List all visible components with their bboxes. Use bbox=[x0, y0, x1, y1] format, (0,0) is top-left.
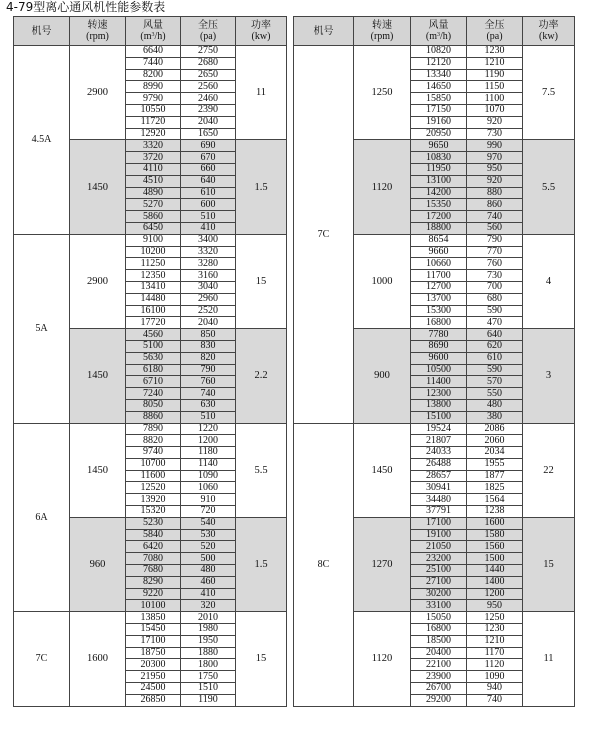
pressure-cell: 1955 bbox=[467, 458, 523, 470]
flow-cell: 19100 bbox=[411, 529, 467, 541]
pressure-cell: 1650 bbox=[181, 128, 236, 140]
power-cell: 15 bbox=[236, 612, 287, 706]
pressure-cell: 910 bbox=[181, 494, 236, 506]
pressure-cell: 1060 bbox=[181, 482, 236, 494]
pressure-cell: 3400 bbox=[181, 234, 236, 246]
pressure-cell: 1560 bbox=[467, 541, 523, 553]
pressure-cell: 530 bbox=[181, 529, 236, 541]
pressure-cell: 850 bbox=[181, 329, 236, 341]
pressure-cell: 3320 bbox=[181, 246, 236, 258]
pressure-cell: 2650 bbox=[181, 69, 236, 81]
pressure-cell: 990 bbox=[467, 140, 523, 152]
flow-cell: 17100 bbox=[126, 635, 181, 647]
pressure-cell: 1190 bbox=[181, 694, 236, 706]
header-flow: 风量 $(m^3/h)$ bbox=[411, 17, 467, 46]
table-row bbox=[294, 46, 575, 58]
pressure-cell: 590 bbox=[467, 364, 523, 376]
pressure-cell: 600 bbox=[181, 199, 236, 211]
pressure-cell: 820 bbox=[181, 352, 236, 364]
pressure-cell: 380 bbox=[467, 411, 523, 423]
header-power: 功率 (kw) bbox=[523, 17, 575, 46]
flow-cell: 9650 bbox=[411, 140, 467, 152]
flow-cell: 15320 bbox=[126, 506, 181, 518]
flow-cell: 9100 bbox=[126, 234, 181, 246]
table-row bbox=[14, 423, 287, 435]
flow-cell: 10700 bbox=[126, 458, 181, 470]
pressure-cell: 590 bbox=[467, 305, 523, 317]
flow-cell: 13100 bbox=[411, 175, 467, 187]
table-row bbox=[294, 423, 575, 435]
flow-cell: 10830 bbox=[411, 152, 467, 164]
model-cell: 7C bbox=[294, 46, 354, 424]
pressure-cell: 460 bbox=[181, 576, 236, 588]
pressure-cell: 3160 bbox=[181, 270, 236, 282]
pressure-cell: 640 bbox=[181, 175, 236, 187]
pressure-cell: 470 bbox=[467, 317, 523, 329]
pressure-cell: 3280 bbox=[181, 258, 236, 270]
speed-cell: 1450 bbox=[70, 140, 126, 234]
pressure-cell: 2086 bbox=[467, 423, 523, 435]
flow-cell: 8290 bbox=[126, 576, 181, 588]
pressure-cell: 1750 bbox=[181, 671, 236, 683]
flow-cell: 8860 bbox=[126, 411, 181, 423]
flow-cell: 11720 bbox=[126, 116, 181, 128]
flow-cell: 4510 bbox=[126, 175, 181, 187]
pressure-cell: 920 bbox=[467, 175, 523, 187]
flow-cell: 15050 bbox=[411, 612, 467, 624]
flow-cell: 9220 bbox=[126, 588, 181, 600]
flow-cell: 5270 bbox=[126, 199, 181, 211]
pressure-cell: 1200 bbox=[181, 435, 236, 447]
table-header-row bbox=[14, 17, 287, 46]
pressure-cell: 520 bbox=[181, 541, 236, 553]
flow-cell: 13850 bbox=[126, 612, 181, 624]
flow-cell: 24500 bbox=[126, 683, 181, 695]
flow-cell: 16800 bbox=[411, 317, 467, 329]
pressure-cell: 1200 bbox=[467, 588, 523, 600]
flow-cell: 26850 bbox=[126, 694, 181, 706]
flow-cell: 8990 bbox=[126, 81, 181, 93]
flow-cell: 11250 bbox=[126, 258, 181, 270]
flow-cell: 20300 bbox=[126, 659, 181, 671]
flow-cell: 6450 bbox=[126, 222, 181, 234]
flow-cell: 11700 bbox=[411, 270, 467, 282]
pressure-cell: 730 bbox=[467, 128, 523, 140]
flow-cell: 3320 bbox=[126, 140, 181, 152]
flow-cell: 28657 bbox=[411, 470, 467, 482]
flow-cell: 20950 bbox=[411, 128, 467, 140]
speed-cell: 2900 bbox=[70, 234, 126, 328]
pressure-cell: 1600 bbox=[467, 517, 523, 529]
pressure-cell: 2010 bbox=[181, 612, 236, 624]
pressure-cell: 2750 bbox=[181, 46, 236, 58]
pressure-cell: 940 bbox=[467, 683, 523, 695]
model-cell: 4.5A bbox=[14, 46, 70, 235]
table-row bbox=[14, 46, 287, 58]
pressure-cell: 2460 bbox=[181, 93, 236, 105]
pressure-cell: 950 bbox=[467, 600, 523, 612]
flow-cell: 16800 bbox=[411, 624, 467, 636]
performance-table-right bbox=[293, 16, 575, 707]
pressure-cell: 1980 bbox=[181, 624, 236, 636]
flow-cell: 7240 bbox=[126, 388, 181, 400]
flow-cell: 16100 bbox=[126, 305, 181, 317]
pressure-cell: 1500 bbox=[467, 553, 523, 565]
pressure-cell: 970 bbox=[467, 152, 523, 164]
pressure-cell: 1190 bbox=[467, 69, 523, 81]
pressure-cell: 1090 bbox=[467, 671, 523, 683]
header-flow: 风量 $(m^3/h)$ bbox=[126, 17, 181, 46]
flow-cell: 24033 bbox=[411, 447, 467, 459]
pressure-cell: 660 bbox=[181, 163, 236, 175]
speed-cell: 960 bbox=[70, 517, 126, 611]
flow-cell: 21950 bbox=[126, 671, 181, 683]
flow-cell: 13920 bbox=[126, 494, 181, 506]
flow-cell: 5630 bbox=[126, 352, 181, 364]
pressure-cell: 1564 bbox=[467, 494, 523, 506]
flow-cell: 23200 bbox=[411, 553, 467, 565]
header-pressure: 全压 (pa) bbox=[467, 17, 523, 46]
pressure-cell: 1580 bbox=[467, 529, 523, 541]
flow-cell: 10200 bbox=[126, 246, 181, 258]
table-body bbox=[294, 46, 575, 707]
flow-cell: 18800 bbox=[411, 222, 467, 234]
flow-cell: 19524 bbox=[411, 423, 467, 435]
flow-cell: 4110 bbox=[126, 163, 181, 175]
pressure-cell: 480 bbox=[181, 565, 236, 577]
pressure-cell: 2040 bbox=[181, 116, 236, 128]
pressure-cell: 1800 bbox=[181, 659, 236, 671]
model-cell: 6A bbox=[14, 423, 70, 612]
pressure-cell: 740 bbox=[467, 694, 523, 706]
flow-cell: 3720 bbox=[126, 152, 181, 164]
table-header-row bbox=[294, 17, 575, 46]
flow-cell: 15850 bbox=[411, 93, 467, 105]
flow-cell: 20400 bbox=[411, 647, 467, 659]
pressure-cell: 500 bbox=[181, 553, 236, 565]
speed-cell: 1250 bbox=[354, 46, 411, 140]
pressure-cell: 480 bbox=[467, 399, 523, 411]
pressure-cell: 740 bbox=[181, 388, 236, 400]
pressure-cell: 740 bbox=[467, 211, 523, 223]
pressure-cell: 620 bbox=[467, 340, 523, 352]
pressure-cell: 2390 bbox=[181, 104, 236, 116]
speed-cell: 900 bbox=[354, 329, 411, 423]
pressure-cell: 680 bbox=[467, 293, 523, 305]
pressure-cell: 790 bbox=[467, 234, 523, 246]
table-row bbox=[14, 612, 287, 624]
model-cell: 7C bbox=[14, 612, 70, 706]
power-cell: 22 bbox=[523, 423, 575, 517]
pressure-cell: 1100 bbox=[467, 93, 523, 105]
pressure-cell: 1150 bbox=[467, 81, 523, 93]
flow-cell: 14650 bbox=[411, 81, 467, 93]
pressure-cell: 630 bbox=[181, 399, 236, 411]
pressure-cell: 720 bbox=[181, 506, 236, 518]
flow-cell: 23900 bbox=[411, 671, 467, 683]
pressure-cell: 760 bbox=[181, 376, 236, 388]
table-body bbox=[14, 46, 287, 707]
pressure-cell: 1140 bbox=[181, 458, 236, 470]
pressure-cell: 2680 bbox=[181, 57, 236, 69]
pressure-cell: 1230 bbox=[467, 624, 523, 636]
flow-cell: 30200 bbox=[411, 588, 467, 600]
header-speed: 转速 (rpm) bbox=[354, 17, 411, 46]
power-cell: 4 bbox=[523, 234, 575, 328]
pressure-cell: 760 bbox=[467, 258, 523, 270]
flow-cell: 10820 bbox=[411, 46, 467, 58]
flow-cell: 25100 bbox=[411, 565, 467, 577]
power-cell: 1.5 bbox=[236, 517, 287, 611]
pressure-cell: 880 bbox=[467, 187, 523, 199]
flow-cell: 15100 bbox=[411, 411, 467, 423]
flow-cell: 12300 bbox=[411, 388, 467, 400]
flow-cell: 5840 bbox=[126, 529, 181, 541]
pressure-cell: 670 bbox=[181, 152, 236, 164]
pressure-cell: 2040 bbox=[181, 317, 236, 329]
flow-cell: 12350 bbox=[126, 270, 181, 282]
flow-cell: 26700 bbox=[411, 683, 467, 695]
flow-cell: 8200 bbox=[126, 69, 181, 81]
flow-cell: 13410 bbox=[126, 281, 181, 293]
pressure-cell: 770 bbox=[467, 246, 523, 258]
pressure-cell: 1880 bbox=[181, 647, 236, 659]
pressure-cell: 730 bbox=[467, 270, 523, 282]
power-cell: 15 bbox=[236, 234, 287, 328]
flow-cell: 22100 bbox=[411, 659, 467, 671]
pressure-cell: 540 bbox=[181, 517, 236, 529]
flow-cell: 12920 bbox=[126, 128, 181, 140]
pressure-cell: 610 bbox=[467, 352, 523, 364]
flow-cell: 13800 bbox=[411, 399, 467, 411]
pressure-cell: 570 bbox=[467, 376, 523, 388]
flow-cell: 30941 bbox=[411, 482, 467, 494]
flow-cell: 7680 bbox=[126, 565, 181, 577]
flow-cell: 5230 bbox=[126, 517, 181, 529]
pressure-cell: 2960 bbox=[181, 293, 236, 305]
pressure-cell: 510 bbox=[181, 211, 236, 223]
speed-cell: 1000 bbox=[354, 234, 411, 328]
flow-cell: 8820 bbox=[126, 435, 181, 447]
power-cell: 7.5 bbox=[523, 46, 575, 140]
pressure-cell: 410 bbox=[181, 588, 236, 600]
header-model: 机号 bbox=[294, 17, 354, 46]
flow-cell: 9790 bbox=[126, 93, 181, 105]
pressure-cell: 2560 bbox=[181, 81, 236, 93]
speed-cell: 1450 bbox=[70, 329, 126, 423]
pressure-cell: 2034 bbox=[467, 447, 523, 459]
pressure-cell: 690 bbox=[181, 140, 236, 152]
flow-cell: 21807 bbox=[411, 435, 467, 447]
power-cell: 3 bbox=[523, 329, 575, 423]
flow-cell: 18750 bbox=[126, 647, 181, 659]
pressure-cell: 1825 bbox=[467, 482, 523, 494]
header-power: 功率 (kw) bbox=[236, 17, 287, 46]
pressure-cell: 1950 bbox=[181, 635, 236, 647]
flow-cell: 15350 bbox=[411, 199, 467, 211]
pressure-cell: 830 bbox=[181, 340, 236, 352]
flow-cell: 15300 bbox=[411, 305, 467, 317]
flow-cell: 14480 bbox=[126, 293, 181, 305]
flow-cell: 15450 bbox=[126, 624, 181, 636]
pressure-cell: 1120 bbox=[467, 659, 523, 671]
flow-cell: 13700 bbox=[411, 293, 467, 305]
power-cell: 11 bbox=[523, 612, 575, 706]
flow-cell: 6710 bbox=[126, 376, 181, 388]
flow-cell: 7780 bbox=[411, 329, 467, 341]
model-cell: 5A bbox=[14, 234, 70, 423]
pressure-cell: 320 bbox=[181, 600, 236, 612]
flow-cell: 29200 bbox=[411, 694, 467, 706]
flow-cell: 7080 bbox=[126, 553, 181, 565]
power-cell: 5.5 bbox=[523, 140, 575, 234]
pressure-cell: 1230 bbox=[467, 46, 523, 58]
flow-cell: 19160 bbox=[411, 116, 467, 128]
header-speed: 转速 (rpm) bbox=[70, 17, 126, 46]
flow-cell: 6180 bbox=[126, 364, 181, 376]
power-cell: 1.5 bbox=[236, 140, 287, 234]
flow-cell: 10550 bbox=[126, 104, 181, 116]
page-title: 4-79型离心通风机性能参数表 bbox=[6, 0, 166, 14]
flow-cell: 9660 bbox=[411, 246, 467, 258]
performance-table-left bbox=[13, 16, 287, 707]
pressure-cell: 640 bbox=[467, 329, 523, 341]
flow-cell: 9740 bbox=[126, 447, 181, 459]
flow-cell: 8690 bbox=[411, 340, 467, 352]
flow-cell: 8050 bbox=[126, 399, 181, 411]
pressure-cell: 1180 bbox=[181, 447, 236, 459]
flow-cell: 12700 bbox=[411, 281, 467, 293]
flow-cell: 17100 bbox=[411, 517, 467, 529]
power-cell: 15 bbox=[523, 517, 575, 611]
pressure-cell: 3040 bbox=[181, 281, 236, 293]
flow-cell: 7440 bbox=[126, 57, 181, 69]
flow-cell: 11600 bbox=[126, 470, 181, 482]
flow-cell: 14200 bbox=[411, 187, 467, 199]
pressure-cell: 1250 bbox=[467, 612, 523, 624]
speed-cell: 2900 bbox=[70, 46, 126, 140]
pressure-cell: 1220 bbox=[181, 423, 236, 435]
flow-cell: 33100 bbox=[411, 600, 467, 612]
pressure-cell: 2520 bbox=[181, 305, 236, 317]
flow-cell: 21050 bbox=[411, 541, 467, 553]
pressure-cell: 1210 bbox=[467, 57, 523, 69]
flow-cell: 5100 bbox=[126, 340, 181, 352]
flow-cell: 9600 bbox=[411, 352, 467, 364]
power-cell: 2.2 bbox=[236, 329, 287, 423]
power-cell: 5.5 bbox=[236, 423, 287, 517]
model-cell: 8C bbox=[294, 423, 354, 706]
flow-cell: 34480 bbox=[411, 494, 467, 506]
pressure-cell: 510 bbox=[181, 411, 236, 423]
flow-cell: 12520 bbox=[126, 482, 181, 494]
power-cell: 11 bbox=[236, 46, 287, 140]
flow-cell: 6640 bbox=[126, 46, 181, 58]
pressure-cell: 860 bbox=[467, 199, 523, 211]
pressure-cell: 1210 bbox=[467, 635, 523, 647]
flow-cell: 17150 bbox=[411, 104, 467, 116]
speed-cell: 1270 bbox=[354, 517, 411, 611]
flow-cell: 10500 bbox=[411, 364, 467, 376]
speed-cell: 1450 bbox=[70, 423, 126, 517]
flow-cell: 4560 bbox=[126, 329, 181, 341]
pressure-cell: 950 bbox=[467, 163, 523, 175]
speed-cell: 1120 bbox=[354, 612, 411, 706]
flow-cell: 18500 bbox=[411, 635, 467, 647]
flow-cell: 11950 bbox=[411, 163, 467, 175]
pressure-cell: 2060 bbox=[467, 435, 523, 447]
flow-cell: 4890 bbox=[126, 187, 181, 199]
flow-cell: 8654 bbox=[411, 234, 467, 246]
pressure-cell: 410 bbox=[181, 222, 236, 234]
pressure-cell: 1070 bbox=[467, 104, 523, 116]
pressure-cell: 920 bbox=[467, 116, 523, 128]
header-pressure: 全压 (pa) bbox=[181, 17, 236, 46]
flow-cell: 17200 bbox=[411, 211, 467, 223]
flow-cell: 11400 bbox=[411, 376, 467, 388]
pressure-cell: 1440 bbox=[467, 565, 523, 577]
pressure-cell: 1090 bbox=[181, 470, 236, 482]
pressure-cell: 790 bbox=[181, 364, 236, 376]
flow-cell: 10100 bbox=[126, 600, 181, 612]
speed-cell: 1450 bbox=[354, 423, 411, 517]
flow-cell: 6420 bbox=[126, 541, 181, 553]
flow-cell: 17720 bbox=[126, 317, 181, 329]
pressure-cell: 560 bbox=[467, 222, 523, 234]
header-model: 机号 bbox=[14, 17, 70, 46]
flow-cell: 7890 bbox=[126, 423, 181, 435]
flow-cell: 27100 bbox=[411, 576, 467, 588]
speed-cell: 1120 bbox=[354, 140, 411, 234]
flow-cell: 26488 bbox=[411, 458, 467, 470]
flow-cell: 37791 bbox=[411, 506, 467, 518]
pressure-cell: 700 bbox=[467, 281, 523, 293]
pressure-cell: 1400 bbox=[467, 576, 523, 588]
speed-cell: 1600 bbox=[70, 612, 126, 706]
table-row bbox=[14, 234, 287, 246]
pressure-cell: 1170 bbox=[467, 647, 523, 659]
pressure-cell: 1877 bbox=[467, 470, 523, 482]
pressure-cell: 610 bbox=[181, 187, 236, 199]
flow-cell: 5860 bbox=[126, 211, 181, 223]
pressure-cell: 1510 bbox=[181, 683, 236, 695]
pressure-cell: 1238 bbox=[467, 506, 523, 518]
flow-cell: 10660 bbox=[411, 258, 467, 270]
flow-cell: 13340 bbox=[411, 69, 467, 81]
pressure-cell: 550 bbox=[467, 388, 523, 400]
flow-cell: 12120 bbox=[411, 57, 467, 69]
